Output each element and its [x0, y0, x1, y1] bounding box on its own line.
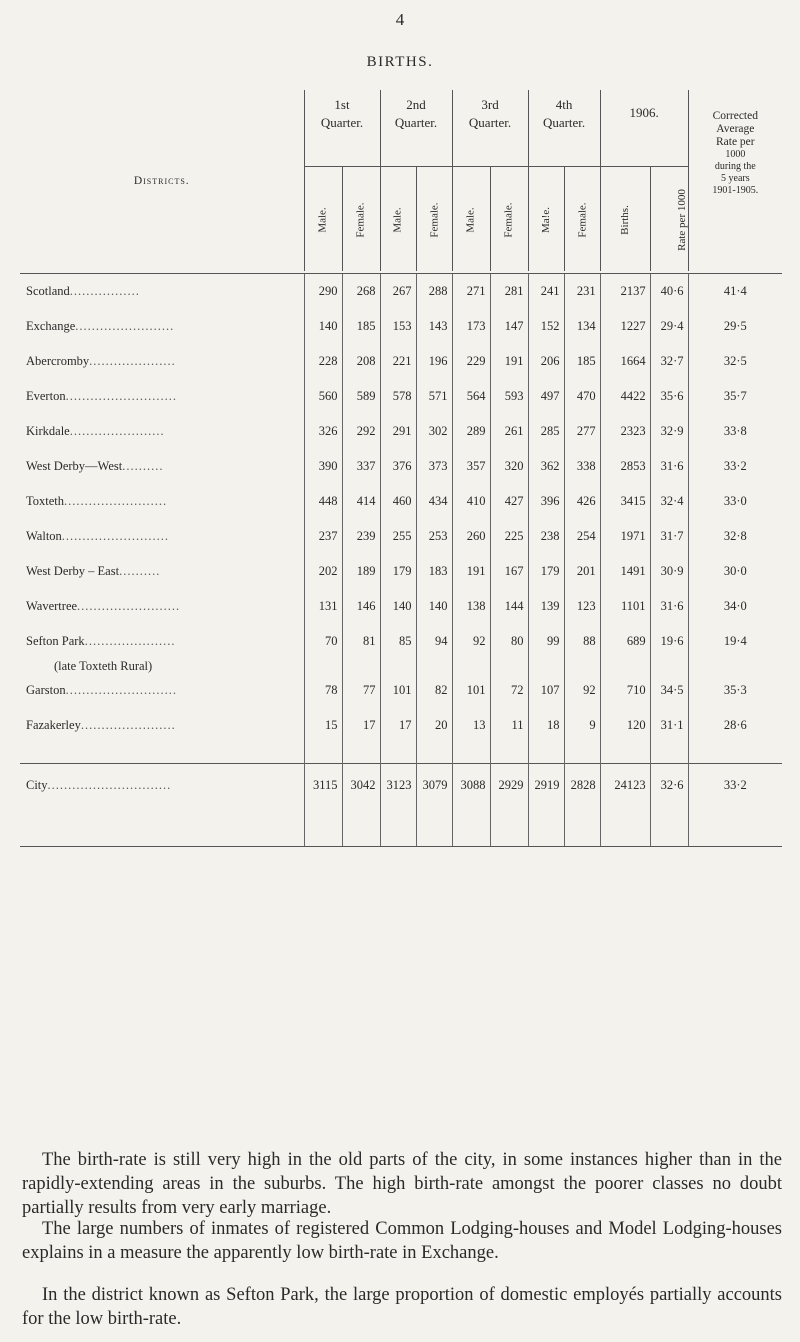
table-total — [20, 743, 782, 847]
q2-female: 288 — [416, 274, 452, 310]
q2-male: 221 — [380, 344, 416, 379]
q1-male: 237 — [304, 519, 342, 554]
q1-female: 414 — [342, 484, 380, 519]
birth-rate: 30·9 — [650, 554, 688, 589]
table-row — [20, 274, 782, 310]
q4-male: 152 — [528, 309, 564, 344]
subheader-births: Births. — [600, 167, 650, 272]
district-name: Everton........................... — [26, 389, 177, 403]
note-row — [20, 659, 782, 673]
q3-female: 72 — [490, 673, 528, 708]
district-name: Scotland................. — [26, 284, 140, 298]
q4-male: 497 — [528, 379, 564, 414]
corrected-rate: 33·8 — [688, 414, 782, 449]
birth-rate: 31·1 — [650, 708, 688, 743]
district-name: City.............................. — [20, 764, 304, 807]
q1-female: 17 — [342, 708, 380, 743]
subheader-rate: Rate per 1000 — [650, 167, 688, 272]
q1-female: 239 — [342, 519, 380, 554]
q2-female: 140 — [416, 589, 452, 624]
table-row — [20, 449, 782, 484]
q2-male: 3123 — [380, 764, 416, 807]
q1-male: 290 — [304, 274, 342, 310]
corrected-rate: 34·0 — [688, 589, 782, 624]
q2-male: 376 — [380, 449, 416, 484]
q4-male: 206 — [528, 344, 564, 379]
q1-female: 292 — [342, 414, 380, 449]
subheader-q3-female: Female. — [490, 167, 528, 272]
district-note: (late Toxteth Rural) — [54, 659, 153, 673]
q1-male: 448 — [304, 484, 342, 519]
q4-female: 201 — [564, 554, 600, 589]
q3-male: 191 — [452, 554, 490, 589]
q4-male: 238 — [528, 519, 564, 554]
q4-female: 2828 — [564, 764, 600, 807]
subheader-q1-female: Female. — [342, 167, 380, 272]
q2-female: 82 — [416, 673, 452, 708]
corrected-rate: 33·2 — [688, 764, 782, 807]
q4-female: 338 — [564, 449, 600, 484]
table-row — [20, 309, 782, 344]
subheader-q2-female: Female. — [416, 167, 452, 272]
q3-male: 564 — [452, 379, 490, 414]
q4-male: 99 — [528, 624, 564, 659]
q4-male: 396 — [528, 484, 564, 519]
district-name: Exchange........................ — [26, 319, 175, 333]
district-name: Walton.......................... — [26, 529, 170, 543]
q4-female: 134 — [564, 309, 600, 344]
birth-rate: 32·6 — [650, 764, 688, 807]
total-row-city — [20, 764, 782, 807]
q2-male: 255 — [380, 519, 416, 554]
district-name: Abercromby..................... — [26, 354, 176, 368]
district-name: Sefton Park...................... — [26, 634, 176, 648]
corrected-rate: 35·7 — [688, 379, 782, 414]
q4-male: 362 — [528, 449, 564, 484]
q4-female: 88 — [564, 624, 600, 659]
q3-female: 427 — [490, 484, 528, 519]
year-header: 1906. — [600, 90, 688, 167]
district-name: Kirkdale....................... — [26, 424, 165, 438]
q3-female: 80 — [490, 624, 528, 659]
q3-female: 167 — [490, 554, 528, 589]
q4-male: 18 — [528, 708, 564, 743]
q3-male: 229 — [452, 344, 490, 379]
q3-female: 11 — [490, 708, 528, 743]
q3-male: 3088 — [452, 764, 490, 807]
q2-female: 373 — [416, 449, 452, 484]
births-total: 3415 — [600, 484, 650, 519]
q2-male: 140 — [380, 589, 416, 624]
table-row — [20, 554, 782, 589]
birth-rate: 31·7 — [650, 519, 688, 554]
q4-female: 9 — [564, 708, 600, 743]
q1-male: 140 — [304, 309, 342, 344]
subheader-q1-male: Male. — [304, 167, 342, 272]
q3-female: 2929 — [490, 764, 528, 807]
q4-female: 426 — [564, 484, 600, 519]
q3-female: 320 — [490, 449, 528, 484]
births-total: 1227 — [600, 309, 650, 344]
q1-female: 185 — [342, 309, 380, 344]
q4-female: 254 — [564, 519, 600, 554]
q2-female: 302 — [416, 414, 452, 449]
q2-male: 578 — [380, 379, 416, 414]
q3-male: 271 — [452, 274, 490, 310]
quarter-2-header: 2nd Quarter. — [380, 90, 452, 167]
table-row — [20, 519, 782, 554]
q3-female: 225 — [490, 519, 528, 554]
q2-female: 183 — [416, 554, 452, 589]
q2-male: 179 — [380, 554, 416, 589]
q3-male: 13 — [452, 708, 490, 743]
births-table — [20, 90, 782, 847]
table-row — [20, 414, 782, 449]
q1-female: 589 — [342, 379, 380, 414]
q3-female: 593 — [490, 379, 528, 414]
q1-female: 77 — [342, 673, 380, 708]
q4-female: 277 — [564, 414, 600, 449]
birth-rate: 32·9 — [650, 414, 688, 449]
q2-male: 291 — [380, 414, 416, 449]
q2-male: 153 — [380, 309, 416, 344]
district-name: Toxteth......................... — [26, 494, 168, 508]
q4-male: 2919 — [528, 764, 564, 807]
q3-male: 260 — [452, 519, 490, 554]
table-row — [20, 624, 782, 659]
paragraph-2: The large numbers of inmates of registered Common Lodging-houses and Model Lodging-houses explains in a measure the apparently low birth-rate in Exchange. — [22, 1219, 782, 1263]
district-name: West Derby—West.......... — [26, 459, 164, 473]
births-total: 689 — [600, 624, 650, 659]
subheader-q3-male: Male. — [452, 167, 490, 272]
q1-male: 560 — [304, 379, 342, 414]
districts-header: Districts. — [133, 174, 190, 187]
birth-rate: 32·4 — [650, 484, 688, 519]
q2-male: 460 — [380, 484, 416, 519]
q2-female: 143 — [416, 309, 452, 344]
corrected-rate: 35·3 — [688, 673, 782, 708]
table-row — [20, 708, 782, 743]
births-total: 710 — [600, 673, 650, 708]
q3-male: 289 — [452, 414, 490, 449]
page-number: 4 — [395, 10, 405, 29]
q4-male: 179 — [528, 554, 564, 589]
birth-rate: 32·7 — [650, 344, 688, 379]
q3-female: 144 — [490, 589, 528, 624]
births-total: 2853 — [600, 449, 650, 484]
q1-female: 268 — [342, 274, 380, 310]
q4-male: 107 — [528, 673, 564, 708]
q1-female: 3042 — [342, 764, 380, 807]
q1-female: 208 — [342, 344, 380, 379]
q4-male: 139 — [528, 589, 564, 624]
corrected-rate: 33·2 — [688, 449, 782, 484]
subheader-q4-male: Ma!e. — [528, 167, 564, 272]
q3-male: 92 — [452, 624, 490, 659]
q1-male: 15 — [304, 708, 342, 743]
q2-female: 253 — [416, 519, 452, 554]
q3-female: 261 — [490, 414, 528, 449]
birth-rate: 34·5 — [650, 673, 688, 708]
table-row — [20, 673, 782, 708]
quarter-1-header: 1st Quarter. — [304, 90, 380, 167]
q1-male: 202 — [304, 554, 342, 589]
q1-female: 81 — [342, 624, 380, 659]
q4-female: 185 — [564, 344, 600, 379]
subheader-q4-female: Female. — [564, 167, 600, 272]
q1-male: 131 — [304, 589, 342, 624]
table-row — [20, 589, 782, 624]
q2-female: 196 — [416, 344, 452, 379]
corrected-rate: 41·4 — [688, 274, 782, 310]
birth-rate: 40·6 — [650, 274, 688, 310]
birth-rate: 19·6 — [650, 624, 688, 659]
corrected-rate: 19·4 — [688, 624, 782, 659]
q1-female: 146 — [342, 589, 380, 624]
q1-male: 326 — [304, 414, 342, 449]
q4-male: 285 — [528, 414, 564, 449]
q2-female: 94 — [416, 624, 452, 659]
quarter-4-header: 4th Quarter. — [528, 90, 600, 167]
q4-female: 231 — [564, 274, 600, 310]
q2-male: 101 — [380, 673, 416, 708]
births-total: 24123 — [600, 764, 650, 807]
q2-female: 571 — [416, 379, 452, 414]
q3-male: 138 — [452, 589, 490, 624]
q3-female: 191 — [490, 344, 528, 379]
q2-male: 17 — [380, 708, 416, 743]
district-name: West Derby – East.......... — [26, 564, 161, 578]
birth-rate: 35·6 — [650, 379, 688, 414]
births-total: 1491 — [600, 554, 650, 589]
district-name: Garston........................... — [26, 683, 177, 697]
q1-female: 337 — [342, 449, 380, 484]
births-total: 1664 — [600, 344, 650, 379]
corrected-rate-header: Corrected Average Rate per 1000 during the 5 years 1901-1905. — [688, 90, 782, 271]
q1-male: 78 — [304, 673, 342, 708]
corrected-rate: 32·5 — [688, 344, 782, 379]
q3-male: 410 — [452, 484, 490, 519]
q1-male: 3115 — [304, 764, 342, 807]
birth-rate: 31·6 — [650, 449, 688, 484]
corrected-rate: 32·8 — [688, 519, 782, 554]
table-body — [20, 274, 782, 744]
paragraph-1: The birth-rate is still very high in the old parts of the city, in some instances higher than in the rapidly-extending areas in the suburbs. The high birth-rate amongst the poorer classes no doubt partially results from very early marriage. — [22, 1150, 782, 1218]
births-total: 4422 — [600, 379, 650, 414]
q2-male: 85 — [380, 624, 416, 659]
births-total: 2323 — [600, 414, 650, 449]
q1-female: 189 — [342, 554, 380, 589]
quarter-3-header: 3rd Quarter. — [452, 90, 528, 167]
births-total: 1971 — [600, 519, 650, 554]
district-name: Wavertree......................... — [26, 599, 181, 613]
q2-female: 3079 — [416, 764, 452, 807]
births-total: 120 — [600, 708, 650, 743]
birth-rate: 29·4 — [650, 309, 688, 344]
q4-female: 92 — [564, 673, 600, 708]
q4-male: 241 — [528, 274, 564, 310]
table-row — [20, 344, 782, 379]
q1-male: 70 — [304, 624, 342, 659]
q1-male: 228 — [304, 344, 342, 379]
page-title: BIRTHS. — [366, 54, 434, 70]
q3-male: 357 — [452, 449, 490, 484]
q2-female: 20 — [416, 708, 452, 743]
q1-male: 390 — [304, 449, 342, 484]
births-total: 1101 — [600, 589, 650, 624]
q4-female: 470 — [564, 379, 600, 414]
births-total: 2137 — [600, 274, 650, 310]
district-name: Fazakerley....................... — [26, 718, 176, 732]
q4-female: 123 — [564, 589, 600, 624]
q3-male: 173 — [452, 309, 490, 344]
q2-male: 267 — [380, 274, 416, 310]
birth-rate: 31·6 — [650, 589, 688, 624]
corrected-rate: 30·0 — [688, 554, 782, 589]
q3-male: 101 — [452, 673, 490, 708]
q3-female: 281 — [490, 274, 528, 310]
corrected-rate: 29·5 — [688, 309, 782, 344]
q3-female: 147 — [490, 309, 528, 344]
corrected-rate: 33·0 — [688, 484, 782, 519]
table-row — [20, 379, 782, 414]
q2-female: 434 — [416, 484, 452, 519]
corrected-rate: 28·6 — [688, 708, 782, 743]
subheader-q2-male: Male. — [380, 167, 416, 272]
paragraph-3: In the district known as Sefton Park, the large proportion of domestic employés partially accounts for the low birth-rate. — [22, 1285, 782, 1329]
table-row — [20, 484, 782, 519]
